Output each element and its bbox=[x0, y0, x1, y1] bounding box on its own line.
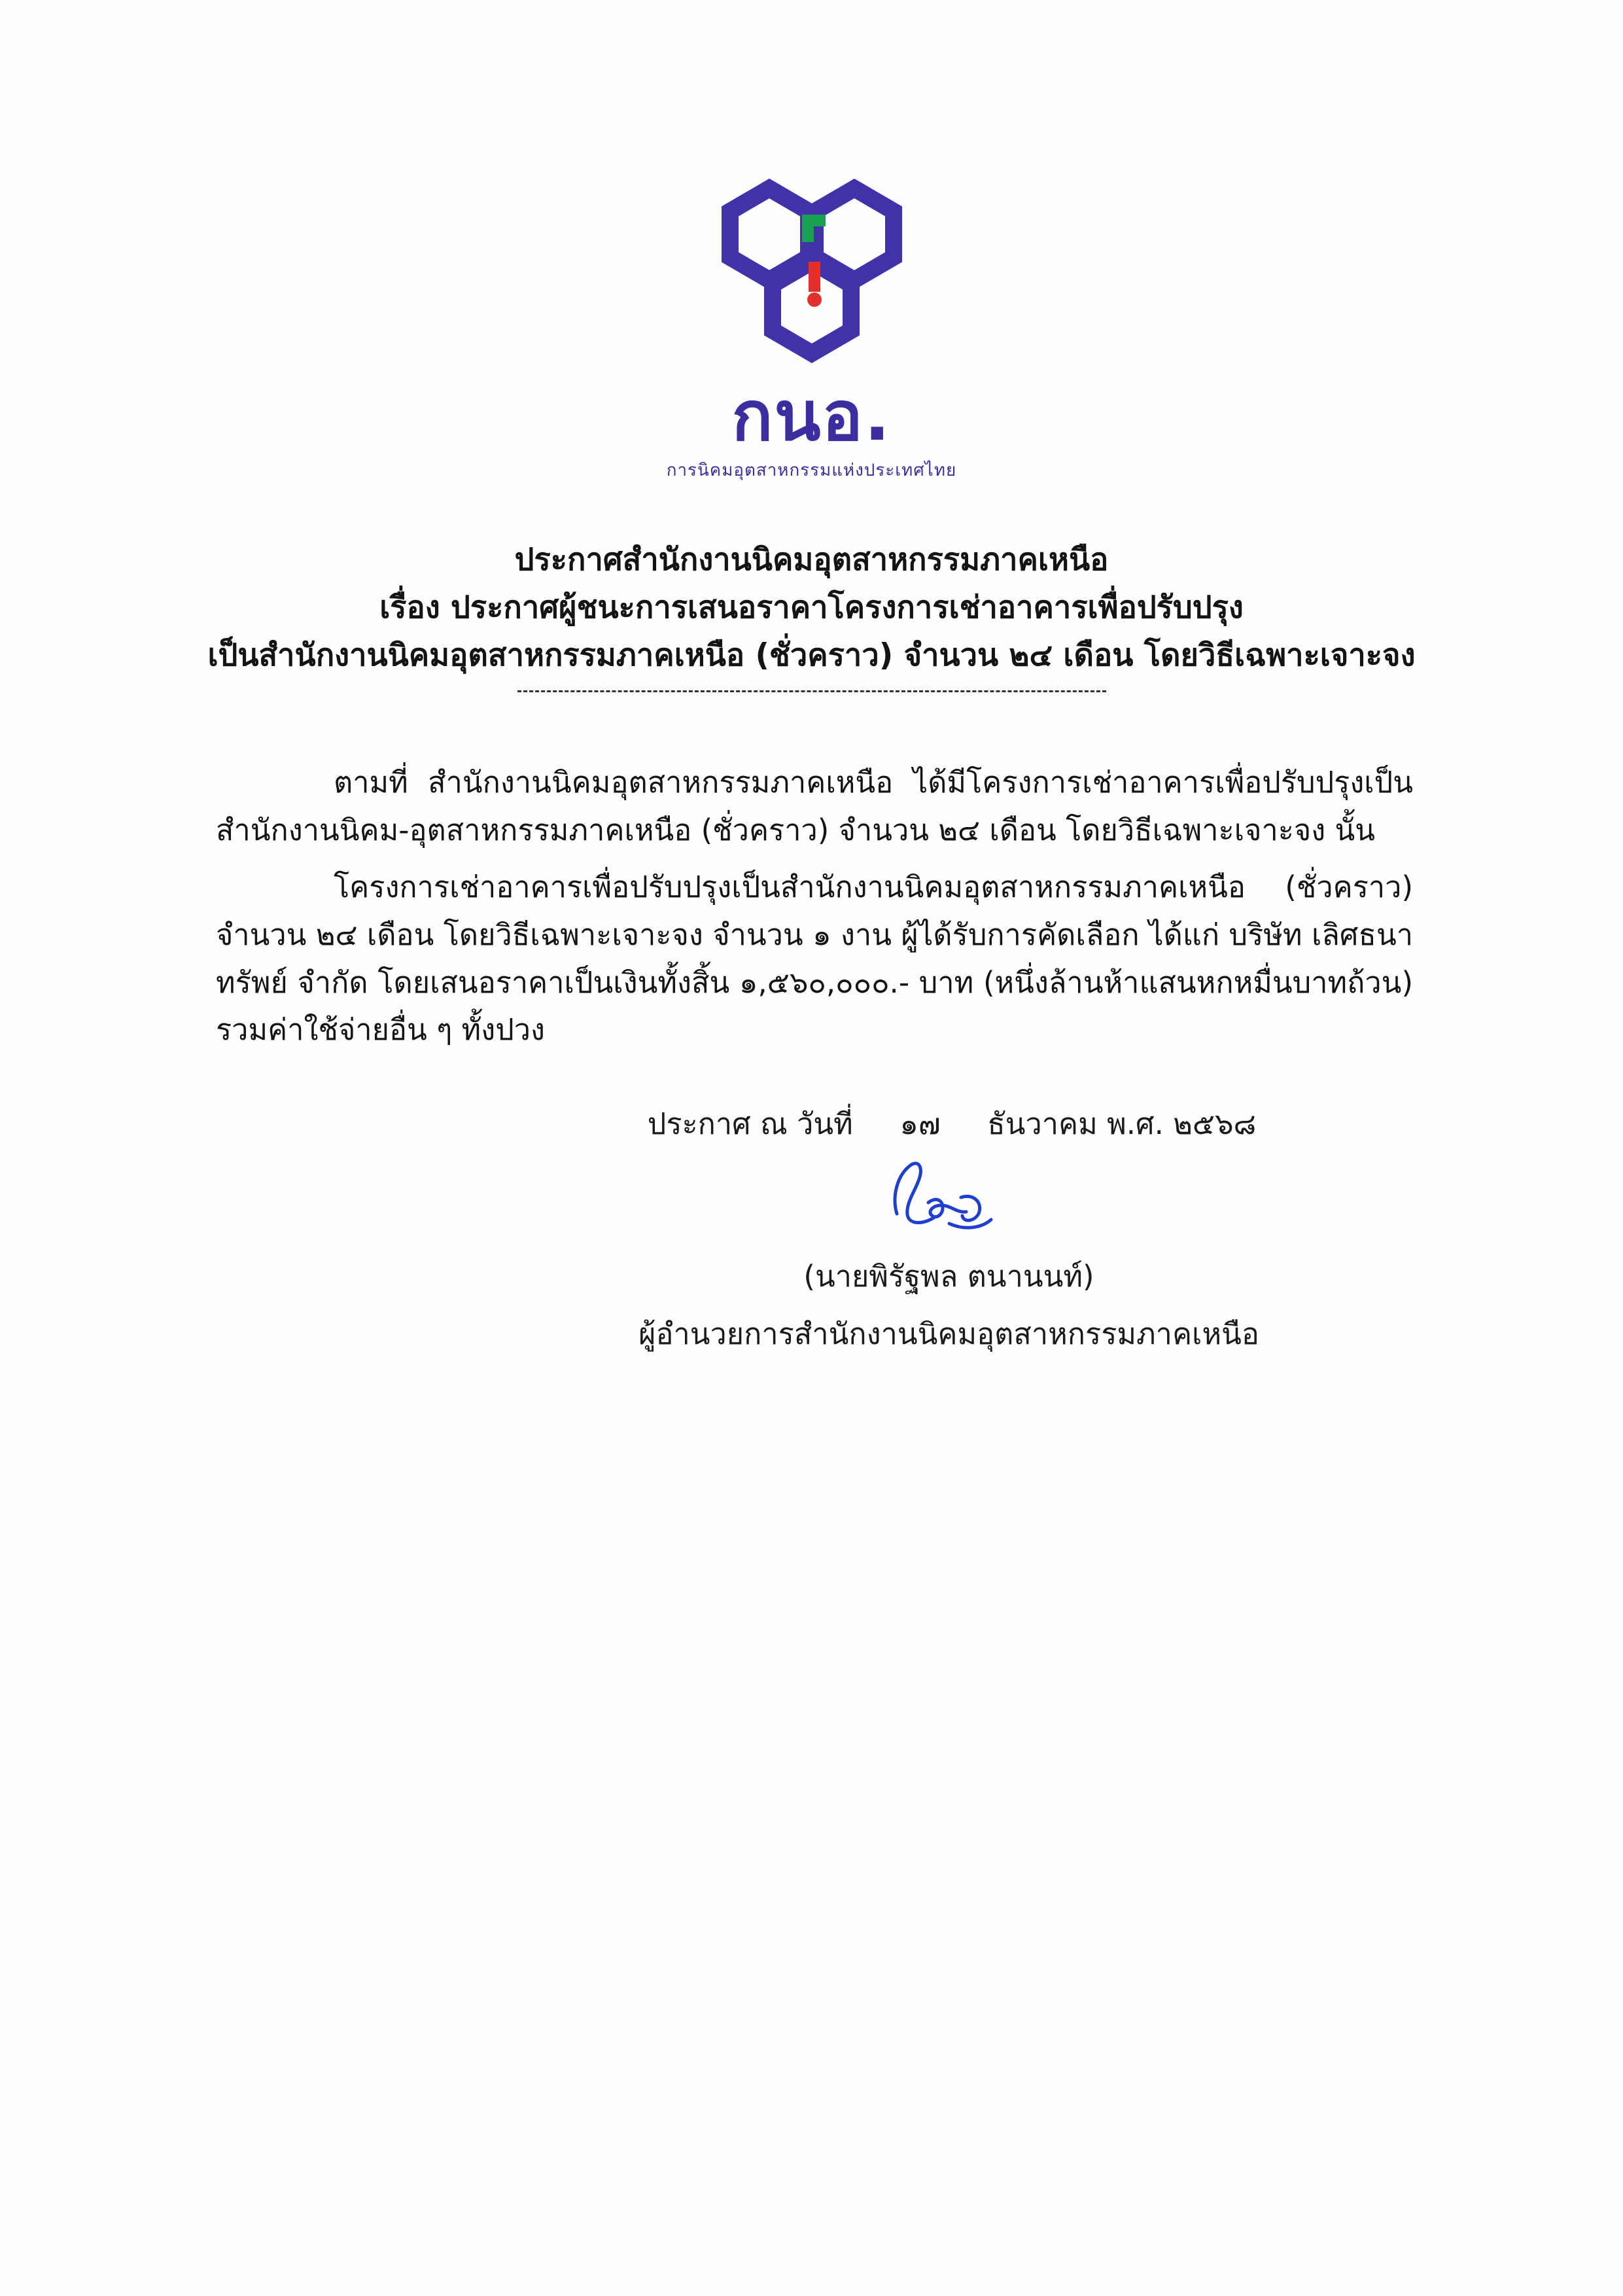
logo-subtitle: การนิคมอุตสาหกรรมแห่งประเทศไทย bbox=[666, 461, 957, 480]
handwritten-signature-icon bbox=[638, 1152, 1259, 1250]
paragraph-1-text: ตามที่ สำนักงานนิคมอุตสาหกรรมภาคเหนือ ได้มีโครงการเช่าอาคารเพื่อปรับปรุงเป็นสำนักงานนิคม-อุตสาหกรรมภาคเหนือ (ชั่วคราว) จำนวน ๒๔ เดือน โดยวิธีเฉพาะเจาะจง นั้น bbox=[216, 765, 1413, 847]
announcement-date: ประกาศ ณ วันที่ ๑๗ ธันวาคม พ.ศ. ๒๕๖๘ bbox=[647, 1106, 1257, 1142]
paragraph-2 bbox=[216, 864, 1413, 1055]
document-body bbox=[216, 759, 1413, 1147]
signer-role: ผู้อำนวยการสำนักงานนิคมอุตสาหกรรมภาคเหนือ bbox=[638, 1316, 1259, 1351]
paragraph-2-text: โครงการเช่าอาคารเพื่อปรับปรุงเป็นสำนักงานนิคมอุตสาหกรรมภาคเหนือ (ชั่วคราว) จำนวน ๒๔ เดือน โดยวิธีเฉพาะเจาะจง จำนวน ๑ งาน ผู้ได้รับการคัดเลือก ได้แก่ บริษัท เลิศธนาทรัพย์ จำกัด โดยเสนอราคาเป็นเงินทั้งสิ้น ๑,๕๖๐,๐๐๐.- บาท (หนึ่งล้านห้าแสนหกหมื่นบาทถ้วน) รวมค่าใช้จ่ายอื่น ๆ ทั้งปวง bbox=[216, 869, 1413, 1048]
signer-name: (นายพิรัฐพล ตนานนท์) bbox=[803, 1259, 1094, 1294]
organization-logo bbox=[0, 164, 1623, 484]
divider bbox=[517, 690, 1106, 692]
hexagon-logo-icon bbox=[704, 164, 920, 380]
paragraph-1 bbox=[216, 759, 1413, 855]
title-line-2: เรื่อง ประกาศผู้ชนะการเสนอราคาโครงการเช่าอาคารเพื่อปรับปรุง bbox=[379, 589, 1244, 626]
signature-block bbox=[0, 1152, 1623, 1357]
title-line-3: เป็นสำนักงานนิคมอุตสาหกรรมภาคเหนือ (ชั่วคราว) จำนวน ๒๔ เดือน โดยวิธีเฉพาะเจาะจง bbox=[207, 637, 1416, 673]
document-title bbox=[0, 537, 1623, 692]
logo-wordmark: กนอ. bbox=[731, 376, 892, 456]
title-line-1: ประกาศสำนักงานนิคมอุตสาหกรรมภาคเหนือ bbox=[514, 542, 1109, 578]
